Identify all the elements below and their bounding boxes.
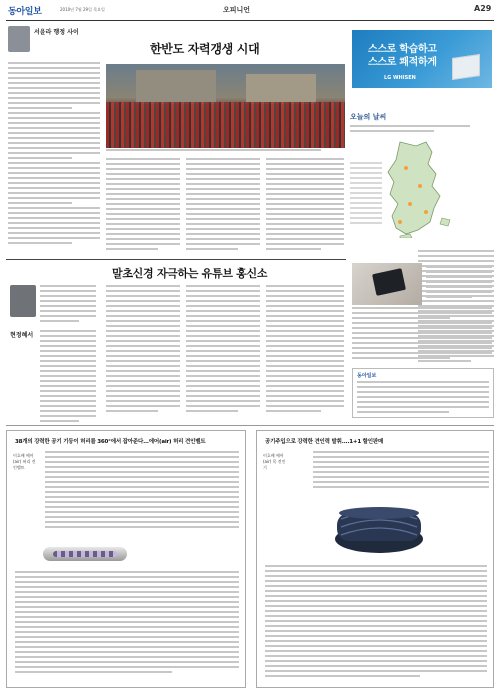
writer-meta [34,27,98,36]
phone-side-text [426,266,492,301]
lg-whisen-ad[interactable] [352,30,492,88]
writer-photo [8,26,30,52]
section-rule [6,259,346,260]
belt-product-image [43,547,127,561]
donga-box-text [357,381,489,416]
weather-title: 오늘의 날씨 [350,113,387,121]
page-number: A29 [474,4,492,13]
neck-cushion-image [331,499,427,557]
phone-caption [352,307,492,322]
donga-info-box [352,368,494,418]
section-title: 오피니언 [223,6,251,14]
neck-traction-ad[interactable] [256,430,494,688]
smartphone-photo [352,263,422,305]
photo-crowd [106,102,345,148]
waist-ad-side: 이호배 에어(air) 허리 견인벨트 [13,453,36,470]
issue-date: 2010년 7월 29일 목요일 [60,7,105,12]
ad-section-rule [6,425,494,426]
air-conditioner-image [452,54,480,80]
second-article-text-col2 [186,285,260,415]
neck-ad-side: 이호배 에어(air) 목 견인기 [263,453,286,470]
ad-line-1: 스스로 학습하고 [368,44,437,55]
waist-ad-title: 38개의 강력한 공기 기둥이 허리를 360°에서 잡아준다...에어(air) 허리 견인벨트 [15,439,206,445]
second-headline: 말초신경 자극하는 유튜브 홍신소 [112,267,268,280]
main-article-text-col1 [106,158,180,253]
main-article-text-col3 [266,158,344,253]
korea-map-icon [370,138,460,238]
masthead-rule [6,20,494,21]
neck-ad-title: 공기주입으로 강력한 견인력 발휘....1+1 할인판매 [265,439,384,445]
phone-image [372,268,406,296]
waist-ad-lower-text [15,571,239,676]
right-lower-text [352,322,492,362]
photo-building [136,70,216,104]
ad-line-2: 스스로 쾌적하게 [368,57,437,68]
writer-name: 서윤라 행정 사이 [34,29,79,36]
masthead [0,0,500,21]
neck-ad-lower-text [265,565,487,680]
lg-logo-icon: LG WHISEN [384,75,416,81]
author-photo [10,285,36,317]
newspaper-logo: 동아일보 [8,7,42,17]
weather-box [350,112,496,248]
photo-caption [106,149,345,154]
weather-subtitle [350,125,470,132]
waist-belt-ad[interactable] [6,430,246,688]
author-name: 현정혜서 [10,332,34,339]
second-article-text-col1 [106,285,180,415]
main-article-text-col2 [186,158,260,253]
donga-box-title: 동아일보 [357,373,377,379]
second-article-text-col0 [40,330,96,425]
left-column-text [8,62,100,247]
photo-building [246,74,316,104]
main-headline: 한반도 자력갱생 시대 [150,42,260,56]
column-writer [8,26,98,52]
rally-photo [106,64,345,148]
second-article-intro [40,285,96,325]
neck-ad-text [313,451,489,491]
second-article-text-col3 [266,285,344,415]
waist-ad-text [45,451,239,531]
